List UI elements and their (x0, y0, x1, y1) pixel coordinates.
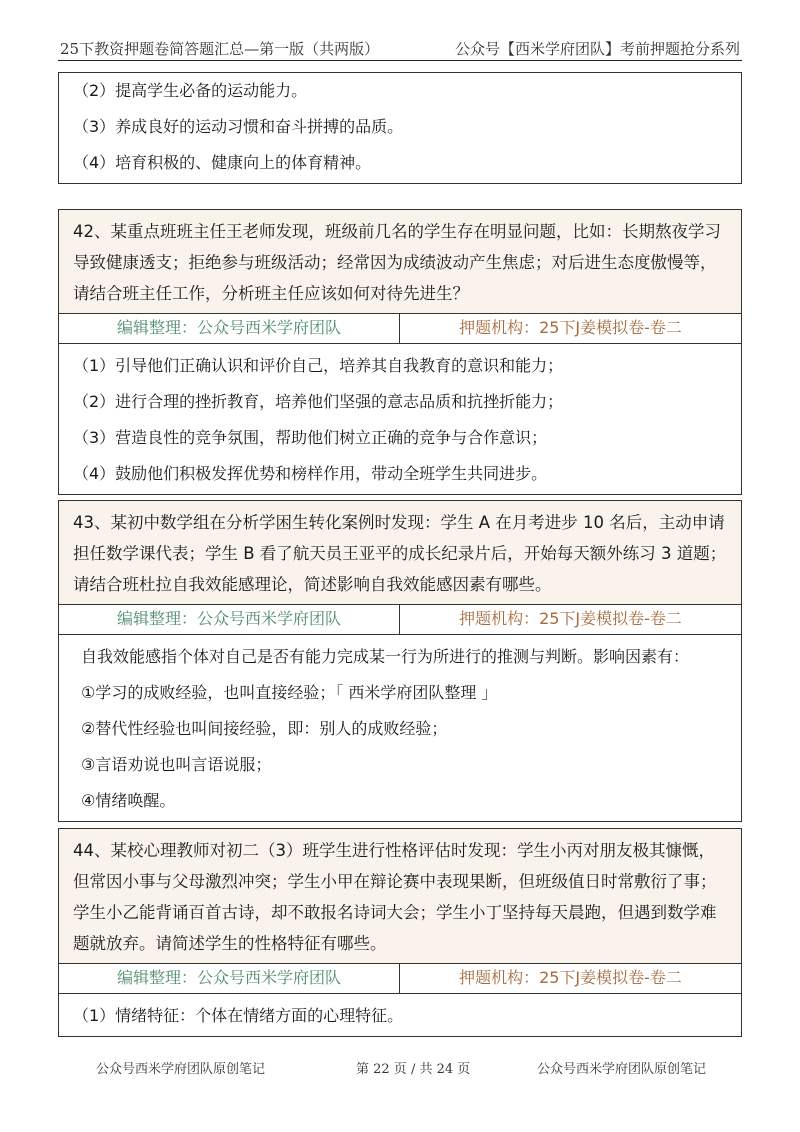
question-text: 42、某重点班班主任王老师发现，班级前几名的学生存在明显问题，比如：长期熬夜学习导致健康透支；拒绝参与班级活动；经常因为成绩波动产生焦虑；对后进生态度傲慢等，请结合班主任工作，分析班主任应该如何对待先进生？ (59, 210, 741, 313)
answer-line: （2）提高学生必备的运动能力。 (73, 81, 308, 100)
footer-left-note: 公众号西米学府团队原创笔记 (96, 1062, 266, 1077)
answer-list (59, 634, 741, 821)
answer-line: ③言语劝说也叫言语说服； (81, 755, 272, 774)
continuation-answer-box (58, 72, 742, 184)
editor-label: 编辑整理：公众号西米学府团队 (59, 605, 400, 634)
answer-line: （1）情绪特征：个体在情绪方面的心理特征。 (73, 1006, 404, 1025)
question-43-box (58, 500, 742, 822)
answer-line: 自我效能感指个体对自己是否有能力完成某一行为所进行的推测与判断。影响因素有： (81, 647, 690, 666)
answer-line: （3）营造良性的竞争氛围，帮助他们树立正确的竞争与合作意识； (73, 428, 548, 447)
question-text: 44、某校心理教师对初二（3）班学生进行性格评估时发现：学生小丙对朋友极其慷慨，但常因小事与父母激烈冲突；学生小甲在辩论赛中表现果断，但班级值日时常敷衍了事；学生小乙能背诵百首古诗，却不敢报名诗词大会；学生小丁坚持每天晨跑，但遇到数学难题就放弃。请简述学生的性格特征有哪些。 (59, 829, 741, 963)
footer-right-note: 公众号西米学府团队原创笔记 (536, 1062, 706, 1077)
editor-label: 编辑整理：公众号西米学府团队 (59, 314, 400, 343)
answer-line: ②替代性经验也叫间接经验，即：别人的成败经验； (81, 719, 448, 738)
question-meta (59, 604, 741, 634)
question-meta (59, 963, 741, 993)
header-series: 公众号【西米学府团队】考前押题抢分系列 (454, 40, 740, 58)
source-label: 押题机构：25下J姜模拟卷-卷二 (459, 609, 682, 628)
answer-list (59, 343, 741, 494)
answer-line: （3）养成良好的运动习惯和奋斗拼搏的品质。 (73, 117, 404, 136)
page-number: 第 22 页 / 共 24 页 (356, 1062, 471, 1077)
answer-line: ④情绪唤醒。 (81, 791, 176, 810)
source-label: 押题机构：25下J姜模拟卷-卷二 (459, 318, 682, 337)
header-title: 25下教资押题卷简答题汇总—第一版（共两版） (60, 40, 380, 58)
editor-label: 编辑整理：公众号西米学府团队 (59, 964, 400, 993)
answer-list (59, 993, 741, 1036)
question-44-box (58, 828, 742, 1037)
question-text: 43、某初中数学组在分析学困生转化案例时发现：学生 A 在月考进步 10 名后，主动申请担任数学课代表；学生 B 看了航天员王亚平的成长纪录片后，开始每天额外练习 3 道题；请结合班杜拉自我效能感理论，简述影响自我效能感因素有哪些。 (59, 501, 741, 604)
answer-line: （4）鼓励他们积极发挥优势和榜样作用，带动全班学生共同进步。 (73, 464, 548, 483)
answer-list (59, 73, 741, 183)
answer-line: （4）培育积极的、健康向上的体育精神。 (73, 153, 372, 172)
page-header (58, 36, 742, 61)
answer-line: （2）进行合理的挫折教育，培养他们坚强的意志品质和抗挫折能力； (73, 392, 564, 411)
question-42-box (58, 209, 742, 495)
answer-line: ①学习的成败经验，也叫直接经验；「 西米学府团队整理 」 (81, 683, 498, 702)
answer-line: （1）引导他们正确认识和评价自己，培养其自我教育的意识和能力； (73, 356, 564, 375)
source-label: 押题机构：25下J姜模拟卷-卷二 (459, 968, 682, 987)
question-meta (59, 313, 741, 343)
